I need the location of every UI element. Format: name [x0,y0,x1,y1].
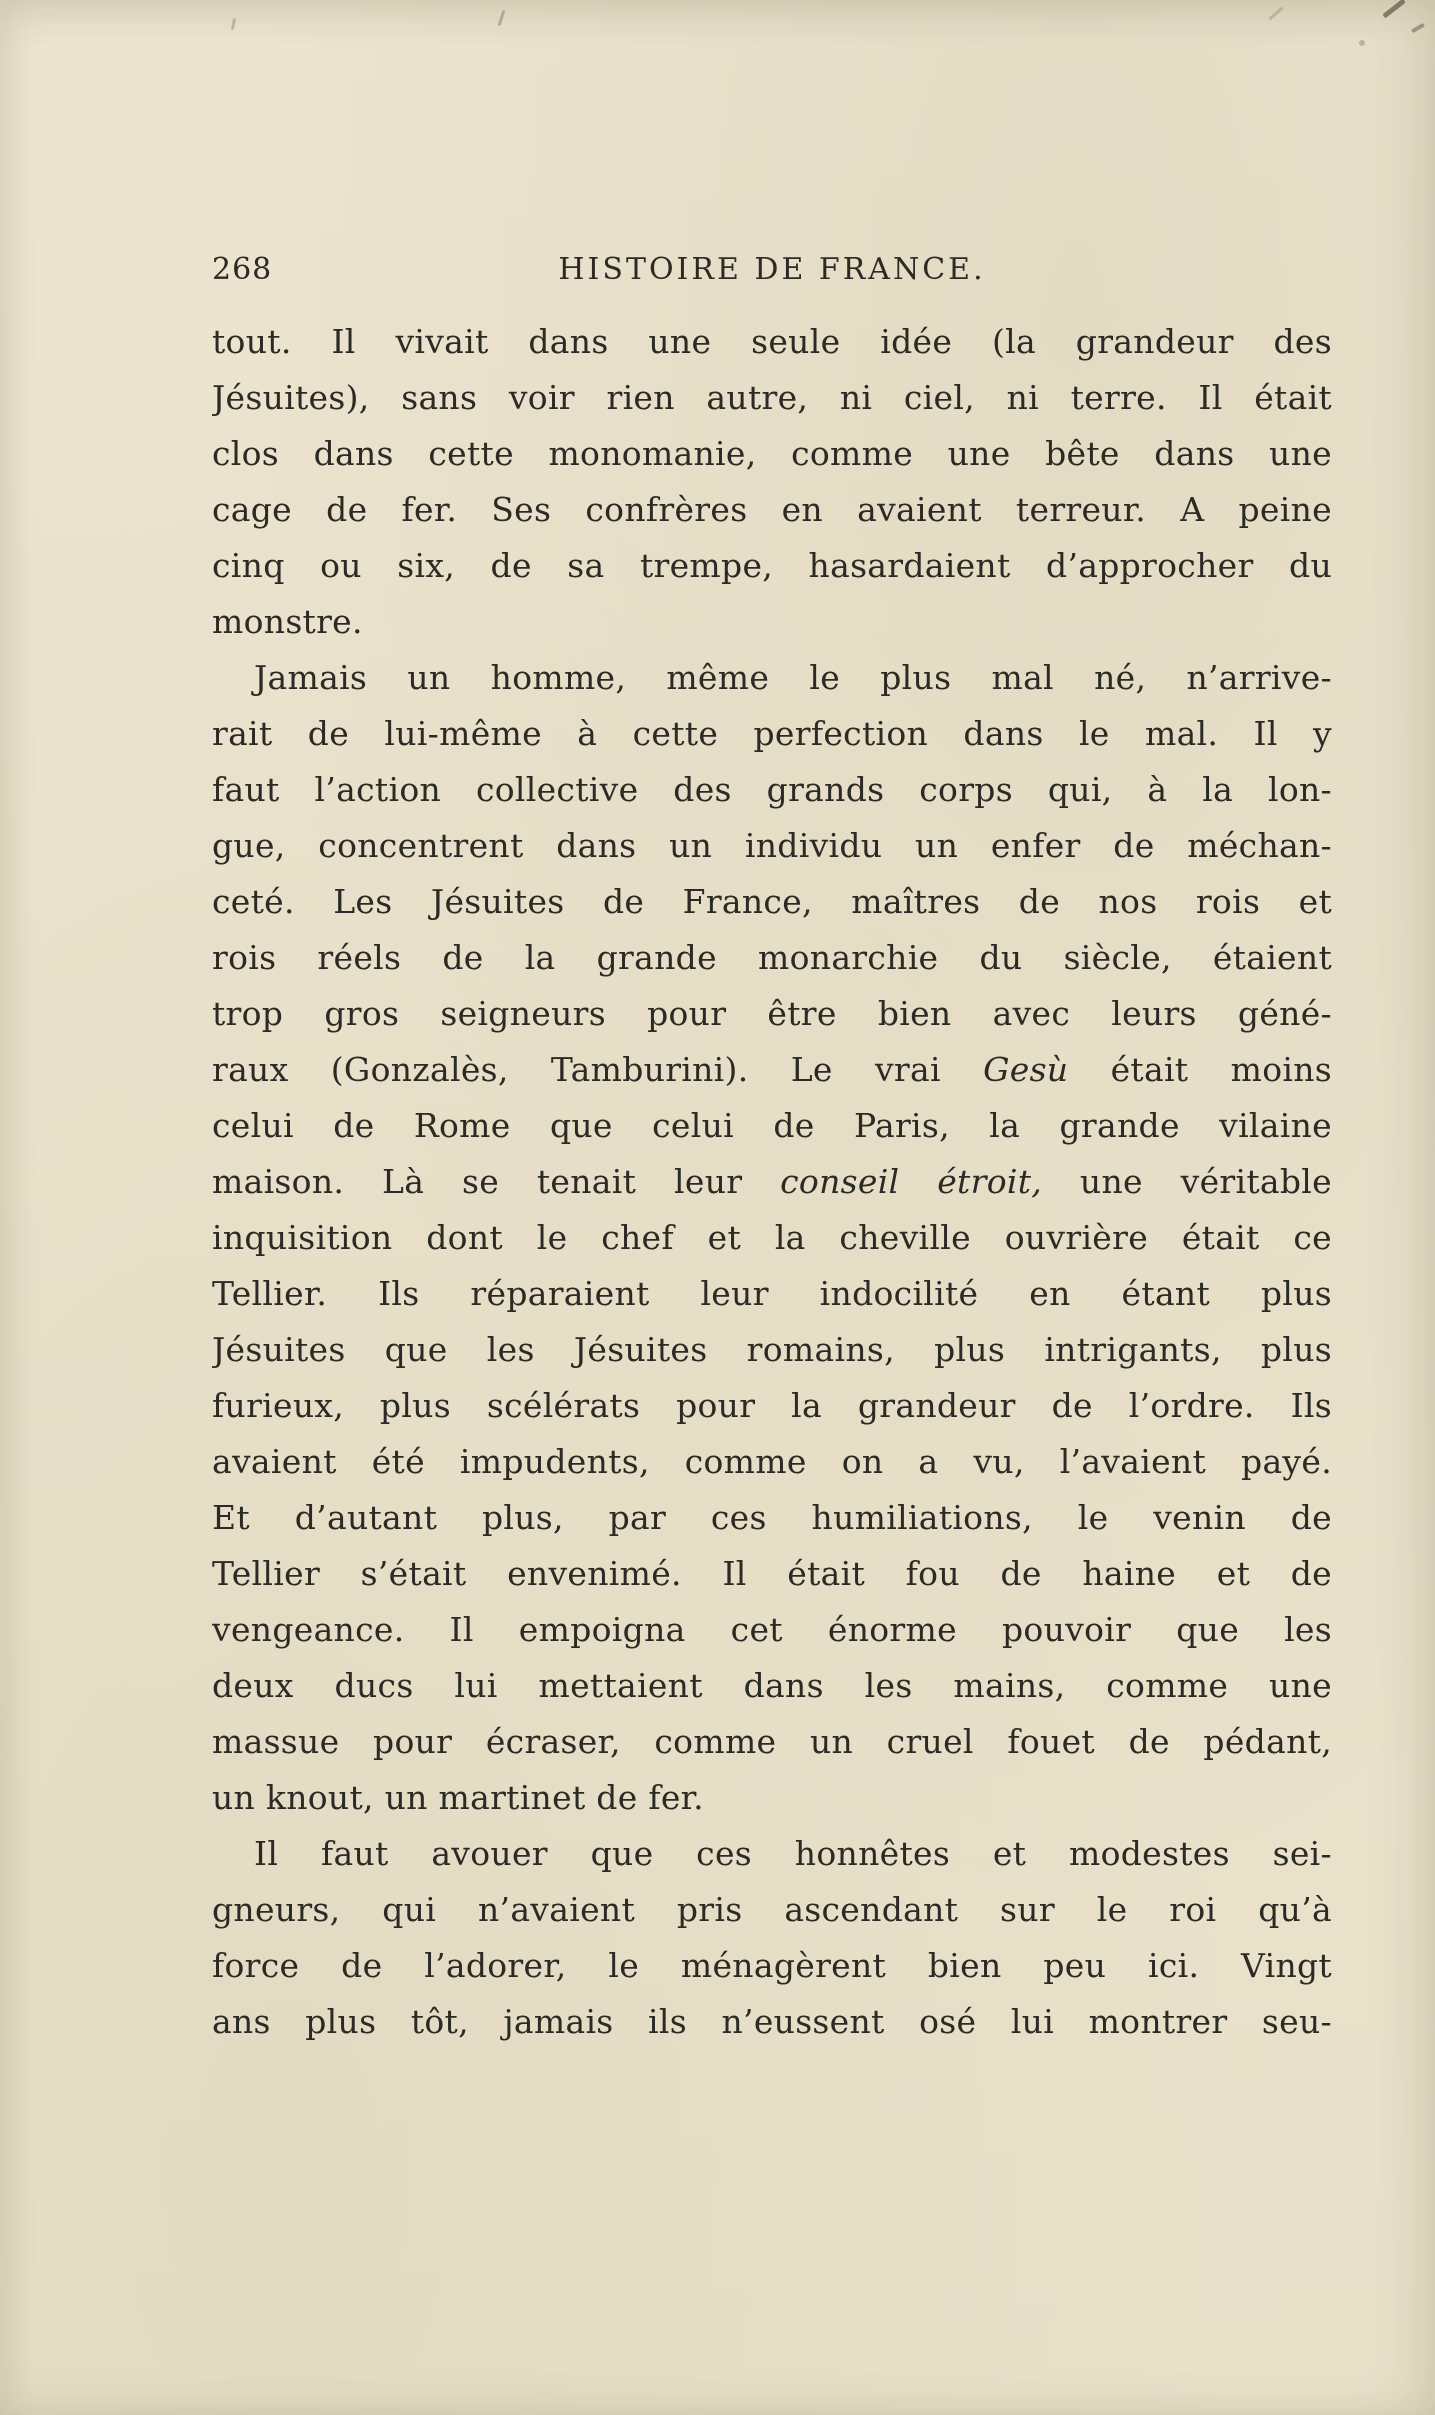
text-line [212,1266,1332,1322]
text-line [212,1882,1332,1938]
text-segment: trop gros seigneurs pour être bien avec leurs géné- [212,994,1332,1033]
text-segment: raux (Gonzalès, Tamburini). Le vrai [212,1050,984,1089]
text-segment: rait de lui-même à cette perfection dans le mal. Il y [212,714,1332,753]
text-segment: clos dans cette monomanie, comme une bête dans une [212,434,1332,473]
text-segment: Il faut avouer que ces honnêtes et modestes sei- [254,1834,1332,1873]
text-segment: tout. Il vivait dans une seule idée (la grandeur des [212,322,1332,361]
text-segment: deux ducs lui mettaient dans les mains, comme une [212,1666,1332,1705]
text-line [212,874,1332,930]
text-line [212,370,1332,426]
text-line [212,538,1332,594]
text-line [212,1714,1332,1770]
text-line [212,1098,1332,1154]
page-body [212,314,1332,2050]
text-segment: Jésuites), sans voir rien autre, ni ciel, ni terre. Il était [212,378,1332,417]
paragraph [212,314,1332,650]
page-header [212,252,1332,292]
text-segment: force de l’adorer, le ménagèrent bien peu ici. Vingt [212,1946,1332,1985]
text-segment: vengeance. Il empoigna cet énorme pouvoir que les [212,1610,1332,1649]
text-segment: Jésuites que les Jésuites romains, plus intrigants, plus [212,1330,1332,1369]
text-segment: cage de fer. Ses confrères en avaient terreur. A peine [212,490,1332,529]
text-segment: Tellier s’était envenimé. Il était fou de haine et de [212,1554,1332,1593]
text-segment: faut l’action collective des grands corps qui, à la lon- [212,770,1332,809]
text-segment: celui de Rome que celui de Paris, la grande vilaine [212,1106,1332,1145]
text-segment: cinq ou six, de sa trempe, hasardaient d’approcher du [212,546,1332,585]
text-line [212,1154,1332,1210]
text-line [212,1994,1332,2050]
text-line [212,1490,1332,1546]
text-line [212,762,1332,818]
scan-speckle [231,18,236,30]
text-segment: monstre. [212,602,363,641]
text-line [212,930,1332,986]
text-line [212,1658,1332,1714]
text-line [212,1546,1332,1602]
text-segment: ans plus tôt, jamais ils n’eussent osé lui montrer seu- [212,2002,1332,2041]
text-segment: une véritable [1042,1162,1332,1201]
paragraph [212,650,1332,1826]
text-segment: gue, concentrent dans un individu un enfer de méchan- [212,826,1332,865]
text-line [212,1322,1332,1378]
text-line [212,1826,1332,1882]
running-title: HISTOIRE DE FRANCE. [558,252,986,287]
text-line [212,1042,1332,1098]
text-line [212,1210,1332,1266]
text-segment: ceté. Les Jésuites de France, maîtres de nos rois et [212,882,1332,921]
text-segment: Jamais un homme, même le plus mal né, n’arrive- [254,658,1332,697]
text-segment: Et d’autant plus, par ces humiliations, le venin de [212,1498,1332,1537]
text-line [212,1938,1332,1994]
italic-text-segment: Gesù [983,1050,1069,1089]
text-segment: inquisition dont le chef et la cheville ouvrière était ce [212,1218,1332,1257]
text-segment: rois réels de la grande monarchie du siècle, étaient [212,938,1332,977]
text-segment: était moins [1068,1050,1332,1089]
scan-speckle [1411,23,1425,33]
text-line [212,426,1332,482]
scan-speckle [498,10,506,26]
scan-speckle [1359,40,1365,46]
scan-speckle [1382,0,1406,18]
text-segment: maison. Là se tenait leur [212,1162,781,1201]
text-segment: avaient été impudents, comme on a vu, l’avaient payé. [212,1442,1332,1481]
text-line [212,1434,1332,1490]
text-segment: un knout, un martinet de fer. [212,1778,704,1817]
italic-text-segment: conseil étroit, [780,1162,1043,1201]
text-segment: gneurs, qui n’avaient pris ascendant sur le roi qu’à [212,1890,1332,1929]
page-number: 268 [212,252,273,287]
paragraph [212,1826,1332,2050]
scan-speckle [1268,6,1283,20]
text-line [212,706,1332,762]
text-line [212,1378,1332,1434]
text-line [212,650,1332,706]
text-line [212,482,1332,538]
text-line [212,1770,1332,1826]
text-segment: massue pour écraser, comme un cruel fouet de pédant, [212,1722,1332,1761]
text-line [212,314,1332,370]
text-segment: furieux, plus scélérats pour la grandeur de l’ordre. Ils [212,1386,1332,1425]
text-line [212,986,1332,1042]
text-line [212,818,1332,874]
text-line [212,594,1332,650]
text-line [212,1602,1332,1658]
text-segment: Tellier. Ils réparaient leur indocilité en étant plus [212,1274,1332,1313]
